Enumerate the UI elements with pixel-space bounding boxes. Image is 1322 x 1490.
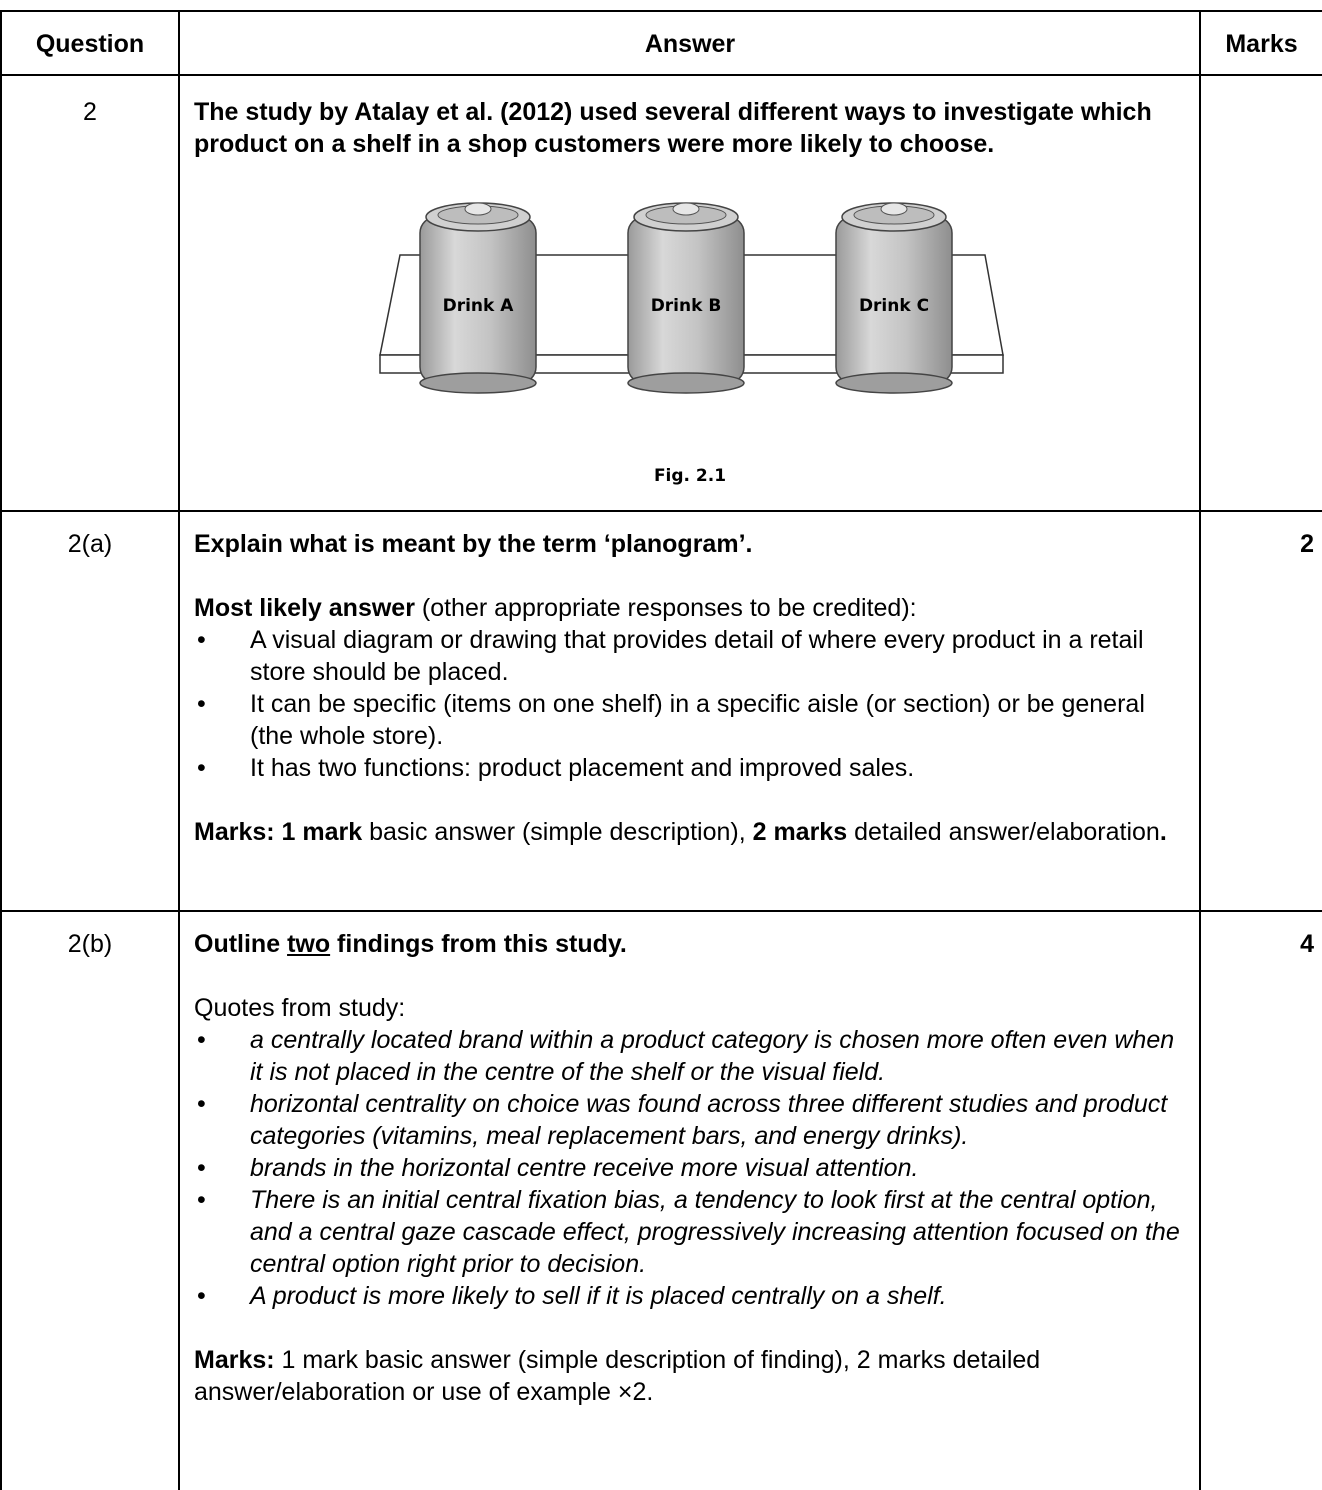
table-border-header-bottom	[0, 74, 1322, 76]
list-item: • brands in the horizontal centre receive more visual attention.	[197, 1154, 919, 1182]
table-border-top	[0, 10, 1322, 12]
question-number: 2	[83, 98, 97, 126]
list-item: • There is an initial central fixation bias, a tendency to look first at the central option, and a central gaze cascade effect, progressively increasing attention focused on the central option right prior to decision.	[197, 1186, 1180, 1278]
mark-scheme: Marks: 1 mark basic answer (simple description of finding), 2 marks detailed answer/elaboration or use of example ×2.	[194, 1346, 1041, 1406]
mark-scheme: Marks: 1 mark basic answer (simple description), 2 marks detailed answer/elaboration.	[194, 818, 1167, 846]
can-label-c: Drink C	[858, 296, 930, 316]
table-divider-question	[178, 10, 180, 1490]
answer-lead	[194, 592, 1184, 624]
header-marks: Marks	[1225, 30, 1298, 58]
list-item: • horizontal centrality on choice was found across three different studies and product categories (vitamins, meal replacement bars, and energy drinks).	[197, 1090, 1168, 1150]
answer-lead: Quotes from study:	[194, 994, 406, 1022]
answer-lead-bold: Most likely answer	[194, 594, 415, 622]
list-item: • It can be specific (items on one shelf) in a specific aisle (or section) or be general (the whole store).	[197, 690, 1145, 750]
shelf-figure	[370, 195, 1010, 495]
can-drink-c	[836, 203, 952, 393]
answer-lead-rest: (other appropriate responses to be credited):	[414, 594, 917, 622]
question-number: 2(a)	[67, 530, 113, 558]
can-drink-b	[628, 203, 744, 393]
question-number: 2(b)	[67, 930, 113, 958]
can-label-b: Drink B	[650, 296, 722, 316]
question-intro: The study by Atalay et al. (2012) used several different ways to investigate which product on a shelf in a shop customers were more likely to choose.	[194, 98, 1152, 158]
question-prompt: Explain what is meant by the term ‘planogram’.	[194, 530, 753, 558]
marks-value: 2	[1300, 530, 1314, 558]
header-question: Question	[35, 30, 145, 58]
can-drink-a	[420, 203, 536, 393]
answer-2b	[194, 928, 1184, 1408]
marks-value: 4	[1300, 930, 1314, 958]
can-label-a: Drink A	[442, 296, 514, 316]
answer-bullet-list	[194, 1024, 1184, 1312]
question-prompt: Outline two findings from this study.	[194, 930, 627, 958]
answer-2a	[194, 528, 1184, 848]
list-item: • A product is more likely to sell if it is placed centrally on a shelf.	[197, 1282, 947, 1310]
table-border-row1-bottom	[0, 510, 1322, 512]
list-item: • It has two functions: product placement and improved sales.	[197, 754, 915, 782]
figure-caption: Fig. 2.1	[653, 466, 727, 486]
table-divider-marks	[1199, 10, 1201, 1490]
answer-bullet-list	[194, 624, 1184, 784]
header-answer: Answer	[644, 30, 736, 58]
list-item: • a centrally located brand within a product category is chosen more often even when it is not placed in the centre of the shelf or the visual field.	[197, 1026, 1175, 1086]
list-item: • A visual diagram or drawing that provides detail of where every product in a retail store should be placed.	[197, 626, 1144, 686]
table-border-row2-bottom	[0, 910, 1322, 912]
table-border-left	[0, 10, 2, 1490]
